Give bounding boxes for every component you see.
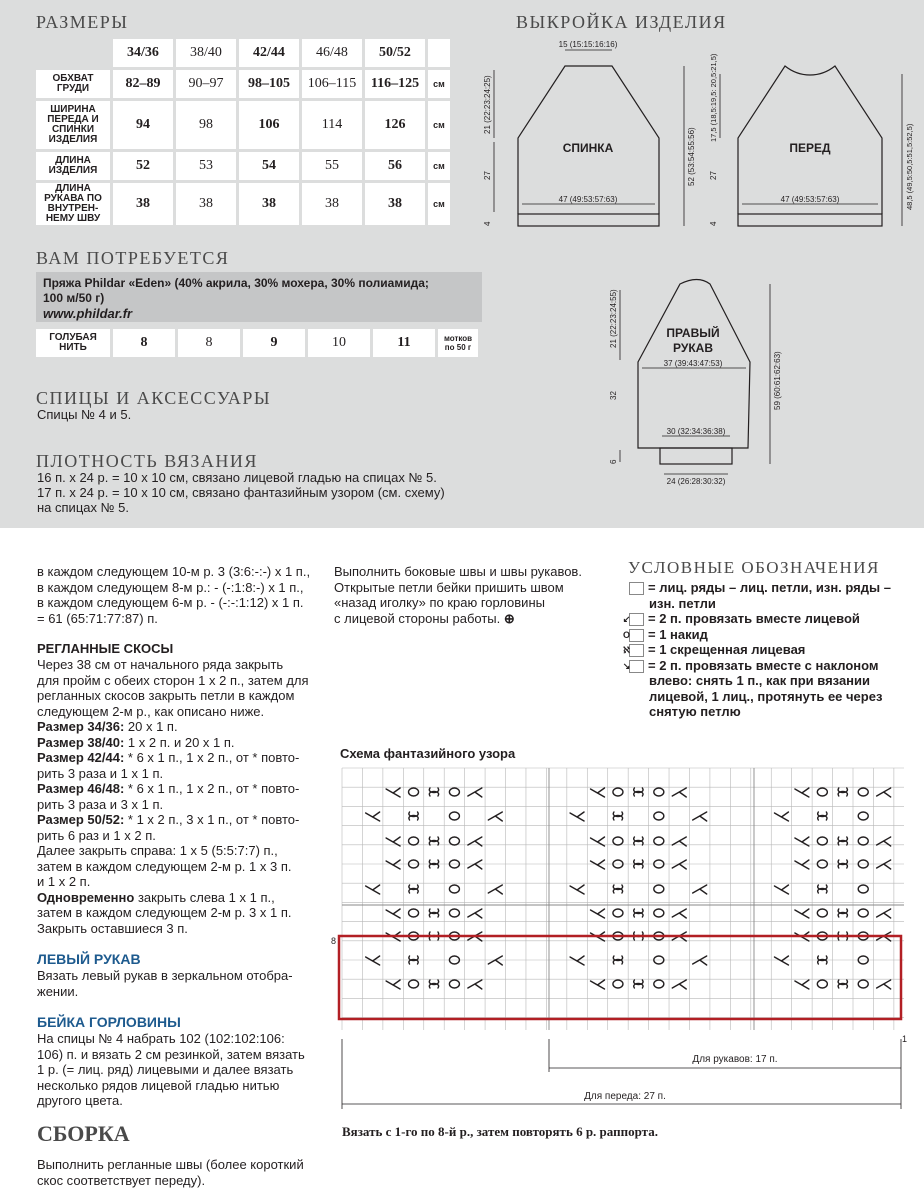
size-header: 50/52 — [365, 39, 425, 67]
yarn-line: Пряжа Phildar «Eden» (40% акрила, 30% мохера, 30% полиамида; — [43, 276, 429, 290]
size-text: 1 x 2 п. и 20 x 1 п. — [124, 734, 235, 750]
sleeve-lower-label: 30 (32:34:36:38) — [666, 427, 726, 436]
text-line: 106) п. и вязать 2 см резинкой, затем вязать — [37, 1046, 305, 1062]
yarn-over-mark — [449, 909, 459, 917]
ssk-mark — [591, 980, 605, 989]
k2tog-mark — [877, 980, 891, 989]
yarn-over-mark — [409, 980, 419, 988]
table-cell: 8 — [113, 329, 175, 357]
col-1-marker: 1 — [902, 1034, 908, 1044]
k2tog-mark — [488, 812, 502, 821]
yarn-over-mark — [654, 812, 664, 820]
yarn-over-mark — [654, 980, 664, 988]
back-rib-label: 4 — [483, 221, 492, 226]
yarn-over-mark — [449, 812, 459, 820]
row-label: ДЛИНА РУКАВА ПО ВНУТРЕН- НЕМУ ШВУ — [36, 183, 110, 225]
ssk-mark — [570, 885, 584, 894]
sleeve-upper-label: 37 (39:43:47:53) — [663, 359, 723, 368]
text-line: регланных скосов закрыть петли в каждом — [37, 688, 295, 703]
unit-cell: см — [428, 152, 450, 180]
yarn-over-mark — [858, 909, 868, 917]
twisted-knit-mark — [409, 956, 418, 964]
size-text: рить 6 раз и 1 x 2 п. — [37, 827, 156, 843]
twisted-knit-mark — [838, 980, 847, 988]
k2tog-mark — [488, 956, 502, 965]
left-sleeve-text — [37, 968, 293, 999]
legend-text: = 1 скрещенная лицевая — [648, 642, 806, 657]
back-width-label: 47 (49:53:57:63) — [558, 195, 618, 204]
size-text: и 1 x 2 п. — [37, 874, 91, 889]
text-line: «назад иголку» по краю горловины — [334, 595, 545, 610]
ssk-mark — [591, 860, 605, 869]
text-line: скос соответствует переду). — [37, 1172, 206, 1188]
size-name: Размер 50/52: — [37, 812, 125, 827]
legend-list — [622, 580, 919, 720]
ssk-mark — [795, 909, 809, 918]
table-cell: 126 — [365, 101, 425, 149]
twisted-knit-mark — [634, 788, 643, 796]
sleeve-rib-label: 6 — [609, 459, 618, 464]
size-text: закрыть слева 1 x 1 п., — [134, 889, 275, 905]
text-line: жении. — [37, 983, 79, 999]
twisted-knit-mark — [838, 909, 847, 917]
twisted-knit-mark — [409, 812, 418, 820]
yarn-over-mark — [449, 788, 459, 796]
text-line: Открытые петли бейки пришить швом — [334, 579, 564, 595]
needs-title: ВАМ ПОТРЕБУЕТСЯ — [36, 248, 230, 268]
k2tog-mark — [693, 812, 707, 821]
twisted-knit-mark — [634, 837, 643, 845]
chart-caption: Вязать с 1-го по 8-й р., затем повторять 6 р. раппорта. — [342, 1124, 658, 1139]
yarn-over-mark — [613, 909, 623, 917]
ssk-mark — [774, 812, 788, 821]
yarn-over-mark — [858, 812, 868, 820]
size-name: Размер 38/40: — [37, 734, 125, 750]
row-label: ОБХВАТ ГРУДИ — [36, 70, 110, 98]
table-cell: 11 — [373, 329, 435, 357]
text-line: с лицевой стороны работы. — [334, 610, 501, 626]
unit-cell: см — [428, 183, 450, 225]
k2tog-icon: ↙ — [629, 613, 644, 626]
gauge-line: на спицах № 5. — [37, 500, 130, 515]
ssk-mark — [386, 980, 400, 989]
size-name: Одновременно — [37, 889, 135, 905]
back-total-label: 52 (53:54:55:56) — [687, 127, 696, 186]
legend-text: = 2 п. провязать вместе лицевой — [648, 611, 860, 626]
size-text: * 6 x 1 п., 1 x 2 п., от * повто- — [124, 750, 300, 765]
front-width-label: 47 (49:53:57:63) — [780, 195, 840, 204]
text-line: Выполнить боковые швы и швы рукавов. — [334, 564, 582, 579]
size-text: рить 3 раза и 3 x 1 п. — [37, 796, 164, 812]
size-text: Закрыть оставшиеся 3 п. — [37, 920, 188, 936]
yarn-over-mark — [409, 909, 419, 917]
raglan-text — [37, 657, 309, 936]
front-label: ПЕРЕД — [789, 141, 831, 155]
text-line: другого цвета. — [37, 1093, 123, 1108]
text-line: в каждом следующем 6-м р. - (-:-:1:12) x 1 п. — [37, 595, 304, 610]
yarn-box — [36, 272, 482, 322]
ssk-mark — [795, 860, 809, 869]
back-rib — [518, 214, 659, 226]
table-cell: 82–89 — [113, 70, 173, 98]
table-cell: 54 — [239, 152, 299, 180]
table-cell: 38 — [365, 183, 425, 225]
k2tog-mark — [693, 885, 707, 894]
yarn-over-mark — [409, 837, 419, 845]
table-cell: 38 — [302, 183, 362, 225]
table-cell: 8 — [178, 329, 240, 357]
sizes-table — [33, 36, 453, 228]
k2tog-mark — [468, 909, 482, 918]
k2tog-mark — [693, 956, 707, 965]
k2tog-mark — [672, 860, 686, 869]
twisted-knit-mark — [429, 980, 438, 988]
text-line: для пройм с обеих сторон 1 x 2 п., затем для — [37, 672, 309, 688]
raglan-title: РЕГЛАННЫЕ СКОСЫ — [37, 641, 174, 656]
k2tog-mark — [877, 909, 891, 918]
table-cell: 55 — [302, 152, 362, 180]
twisted-knit-mark — [613, 812, 622, 820]
k2tog-mark — [672, 788, 686, 797]
gauge-title: ПЛОТНОСТЬ ВЯЗАНИЯ — [36, 451, 258, 471]
twisted-knit-mark — [613, 956, 622, 964]
twisted-knit-mark — [429, 788, 438, 796]
yarn-over-mark — [858, 837, 868, 845]
twisted-knit-mark — [818, 812, 827, 820]
twisted-knit-mark — [429, 860, 438, 868]
yarn-line: 100 м/50 г) — [43, 291, 105, 305]
twisted-knit-mark — [429, 909, 438, 917]
text-line: несколько рядов лицевой гладью нитью — [37, 1077, 280, 1093]
size-name: Размер 46/48: — [37, 781, 125, 796]
sleeve-label-2: РУКАВ — [673, 341, 713, 355]
size-text: * 1 x 2 п., 3 x 1 п., от * повто- — [124, 812, 300, 827]
k2tog-mark — [488, 885, 502, 894]
end-mark-icon: ⊕ — [503, 610, 515, 626]
legend-title: УСЛОВНЫЕ ОБОЗНАЧЕНИЯ — [628, 558, 880, 577]
row-8-marker: 8 — [331, 936, 337, 946]
legend-text: = 2 п. провязать вместе с наклоном влево: снять 1 п., как при вязании лицевой, 1 лиц., протянуть ее через снятую петлю — [648, 657, 883, 719]
yarn-over-mark — [613, 980, 623, 988]
sleeve-repeat-label: Для рукавов: 17 п. — [692, 1054, 778, 1065]
color-label: ГОЛУБАЯ НИТЬ — [36, 329, 110, 357]
twisted-knit-mark — [409, 885, 418, 893]
yarn-over-mark — [654, 788, 664, 796]
yarn-over-mark — [654, 885, 664, 893]
twisted-knit-mark — [838, 837, 847, 845]
text-line: Через 38 см от начального ряда закрыть — [37, 657, 284, 672]
twisted-knit-mark — [838, 788, 847, 796]
front-raglan-label: 17,5 (18,5:19,5: 20,5:21,5) — [709, 53, 718, 142]
gauge-line: 16 п. x 24 р. = 10 x 10 см, связано лицевой гладью на спицах № 5. — [37, 470, 437, 485]
text-line: в каждом следующем 8-м р.: - (-:1:8:-) x 1 п., — [37, 579, 304, 595]
ssk-mark — [774, 885, 788, 894]
ssk-mark — [366, 956, 380, 965]
col2-text — [334, 564, 582, 626]
yarn-over-mark — [817, 909, 827, 917]
ssk-mark — [795, 788, 809, 797]
table-cell: 114 — [302, 101, 362, 149]
size-text: затем в каждом следующем 2-м р. 1 x 3 п. — [37, 858, 292, 874]
size-header: 38/40 — [176, 39, 236, 67]
chart-title: Схема фантазийного узора — [340, 746, 516, 761]
needles-text: Спицы № 4 и 5. — [37, 407, 132, 422]
k2tog-mark — [468, 788, 482, 797]
table-cell: 52 — [113, 152, 173, 180]
twisted-knit-mark — [613, 885, 622, 893]
front-repeat-label: Для переда: 27 п. — [584, 1091, 666, 1102]
neck-title: БЕЙКА ГОРЛОВИНЫ — [37, 1014, 181, 1030]
table-cell: 38 — [113, 183, 173, 225]
twisted-knit-mark — [838, 860, 847, 868]
unit-cell: мотков по 50 г — [438, 329, 478, 357]
back-neck-label: 15 (15:15:16:16) — [558, 40, 618, 49]
assembly-title: СБОРКА — [37, 1121, 130, 1146]
row-label: ДЛИНА ИЗДЕЛИЯ — [36, 152, 110, 180]
blank-cell-icon — [629, 582, 644, 595]
neck-text — [37, 1031, 305, 1109]
k2tog-mark — [672, 909, 686, 918]
size-text: рить 3 раза и 1 x 1 п. — [37, 765, 164, 781]
yarn-over-mark — [817, 980, 827, 988]
yarn-over-mark — [817, 788, 827, 796]
pattern-diagrams — [470, 38, 924, 528]
legend-text: = 1 накид — [648, 626, 708, 642]
yarn-over-mark — [858, 980, 868, 988]
table-cell: 94 — [113, 101, 173, 149]
legend-text: = лиц. ряды – лиц. петли, изн. ряды – изн. петли — [648, 580, 891, 611]
back-raglan-label: 21 (22:23:24:25) — [483, 75, 492, 134]
text-line: На спицы № 4 набрать 102 (102:102:106: — [37, 1031, 285, 1046]
k2tog-mark — [877, 860, 891, 869]
chart-repeat-lines — [342, 768, 904, 1030]
front-body-label: 27 — [709, 171, 718, 180]
left-sleeve-title: ЛЕВЫЙ РУКАВ — [37, 951, 141, 967]
yarn-over-mark — [613, 837, 623, 845]
k2tog-mark — [468, 980, 482, 989]
ssk-mark — [386, 860, 400, 869]
yarn-amounts-table — [33, 326, 481, 360]
ssk-mark — [795, 980, 809, 989]
ssk-mark — [591, 909, 605, 918]
yarn-over-icon: О — [629, 629, 644, 642]
text-line: = 61 (65:71:77:87) п. — [37, 610, 158, 626]
yarn-over-mark — [449, 980, 459, 988]
ssk-mark — [774, 956, 788, 965]
pattern-title: ВЫКРОЙКА ИЗДЕЛИЯ — [516, 12, 727, 32]
assembly-text — [37, 1157, 304, 1188]
size-header: 34/36 — [113, 39, 173, 67]
front-outline — [738, 66, 882, 214]
sleeve-body-label: 32 — [609, 391, 618, 400]
ssk-mark — [570, 956, 584, 965]
yarn-site: www.phildar.fr — [43, 306, 133, 321]
front-rib-label: 4 — [709, 221, 718, 226]
yarn-over-mark — [449, 837, 459, 845]
twisted-knit-mark — [634, 980, 643, 988]
needles-title: СПИЦЫ И АКСЕССУАРЫ — [36, 388, 272, 408]
table-cell: 90–97 — [176, 70, 236, 98]
table-cell: 10 — [308, 329, 370, 357]
text-line: следующем 2-м р., как описано ниже. — [37, 703, 265, 719]
front-rib — [738, 214, 882, 226]
table-cell: 56 — [365, 152, 425, 180]
size-text: 20 x 1 п. — [124, 719, 178, 734]
table-cell: 106 — [239, 101, 299, 149]
yarn-over-mark — [409, 788, 419, 796]
ssk-mark — [570, 812, 584, 821]
row-label: ШИРИНА ПЕРЕДА И СПИНКИ ИЗДЕЛИЯ — [36, 101, 110, 149]
table-cell: 98–105 — [239, 70, 299, 98]
yarn-over-mark — [449, 885, 459, 893]
table-cell: 9 — [243, 329, 305, 357]
twisted-knit-mark — [818, 956, 827, 964]
size-name: Размер 42/44: — [37, 750, 125, 765]
unit-cell: см — [428, 101, 450, 149]
yarn-over-mark — [858, 788, 868, 796]
gauge-line: 17 п. x 24 р. = 10 x 10 см, связано фантазийным узором (см. схему) — [37, 485, 445, 500]
size-header: 42/44 — [239, 39, 299, 67]
twisted-knit-mark — [634, 909, 643, 917]
table-cell: 38 — [176, 183, 236, 225]
yarn-over-mark — [654, 837, 664, 845]
intro-text — [37, 564, 310, 626]
yarn-over-mark — [613, 788, 623, 796]
size-text: Далее закрыть справа: 1 x 5 (5:5:7:7) п., — [37, 843, 278, 858]
table-cell: 98 — [176, 101, 236, 149]
size-text: затем в каждом следующем 2-м р. 3 x 1 п. — [37, 905, 292, 920]
unit-cell: см — [428, 70, 450, 98]
k2tog-mark — [877, 788, 891, 797]
front-total-label: 48,5 (49,5:50,5:51,5:52,5) — [905, 123, 914, 210]
twisted-knit-mark — [429, 837, 438, 845]
table-cell: 106–115 — [302, 70, 362, 98]
ssk-mark — [386, 909, 400, 918]
chart-grid — [342, 768, 904, 1030]
text-line: 1 р. (= лиц. ряд) лицевыми и далее вязать — [37, 1062, 294, 1077]
yarn-over-mark — [654, 909, 664, 917]
ssk-mark — [386, 788, 400, 797]
ssk-mark — [591, 788, 605, 797]
size-header: 46/48 — [302, 39, 362, 67]
table-cell: 38 — [239, 183, 299, 225]
ssk-icon: ↘ — [629, 660, 644, 673]
twisted-knit-mark — [634, 860, 643, 868]
sleeve-total-label: 59 (60:61:62:63) — [773, 351, 782, 410]
yarn-over-mark — [858, 885, 868, 893]
k2tog-mark — [672, 980, 686, 989]
sizes-title: РАЗМЕРЫ — [36, 12, 129, 32]
repeat-highlight — [339, 936, 901, 1019]
table-cell: 116–125 — [365, 70, 425, 98]
ssk-mark — [366, 885, 380, 894]
sleeve-cuff-label: 24 (26:28:30:32) — [666, 477, 726, 486]
sleeve-cuff — [660, 448, 732, 464]
table-cell: 53 — [176, 152, 236, 180]
text-line: Вязать левый рукав в зеркальном отобра- — [37, 968, 293, 983]
size-text: * 6 x 1 п., 1 x 2 п., от * повто- — [124, 781, 300, 796]
ssk-mark — [366, 812, 380, 821]
text-line: Выполнить регланные швы (более короткий — [37, 1157, 304, 1172]
sleeve-raglan-label: 21 (22:23:24:55) — [609, 289, 618, 348]
twisted-knit-icon: ℵ — [629, 644, 644, 657]
yarn-over-mark — [817, 837, 827, 845]
k2tog-mark — [468, 860, 482, 869]
twisted-knit-mark — [818, 885, 827, 893]
back-body-label: 27 — [483, 171, 492, 180]
sleeve-label-1: ПРАВЫЙ — [666, 326, 720, 340]
size-name: Размер 34/36: — [37, 719, 125, 734]
back-label: СПИНКА — [562, 141, 614, 155]
text-line: в каждом следующем 10-м р. 3 (3:6:-:-) x 1 п., — [37, 564, 311, 579]
back-outline — [518, 66, 659, 214]
knitting-chart — [325, 764, 924, 1124]
